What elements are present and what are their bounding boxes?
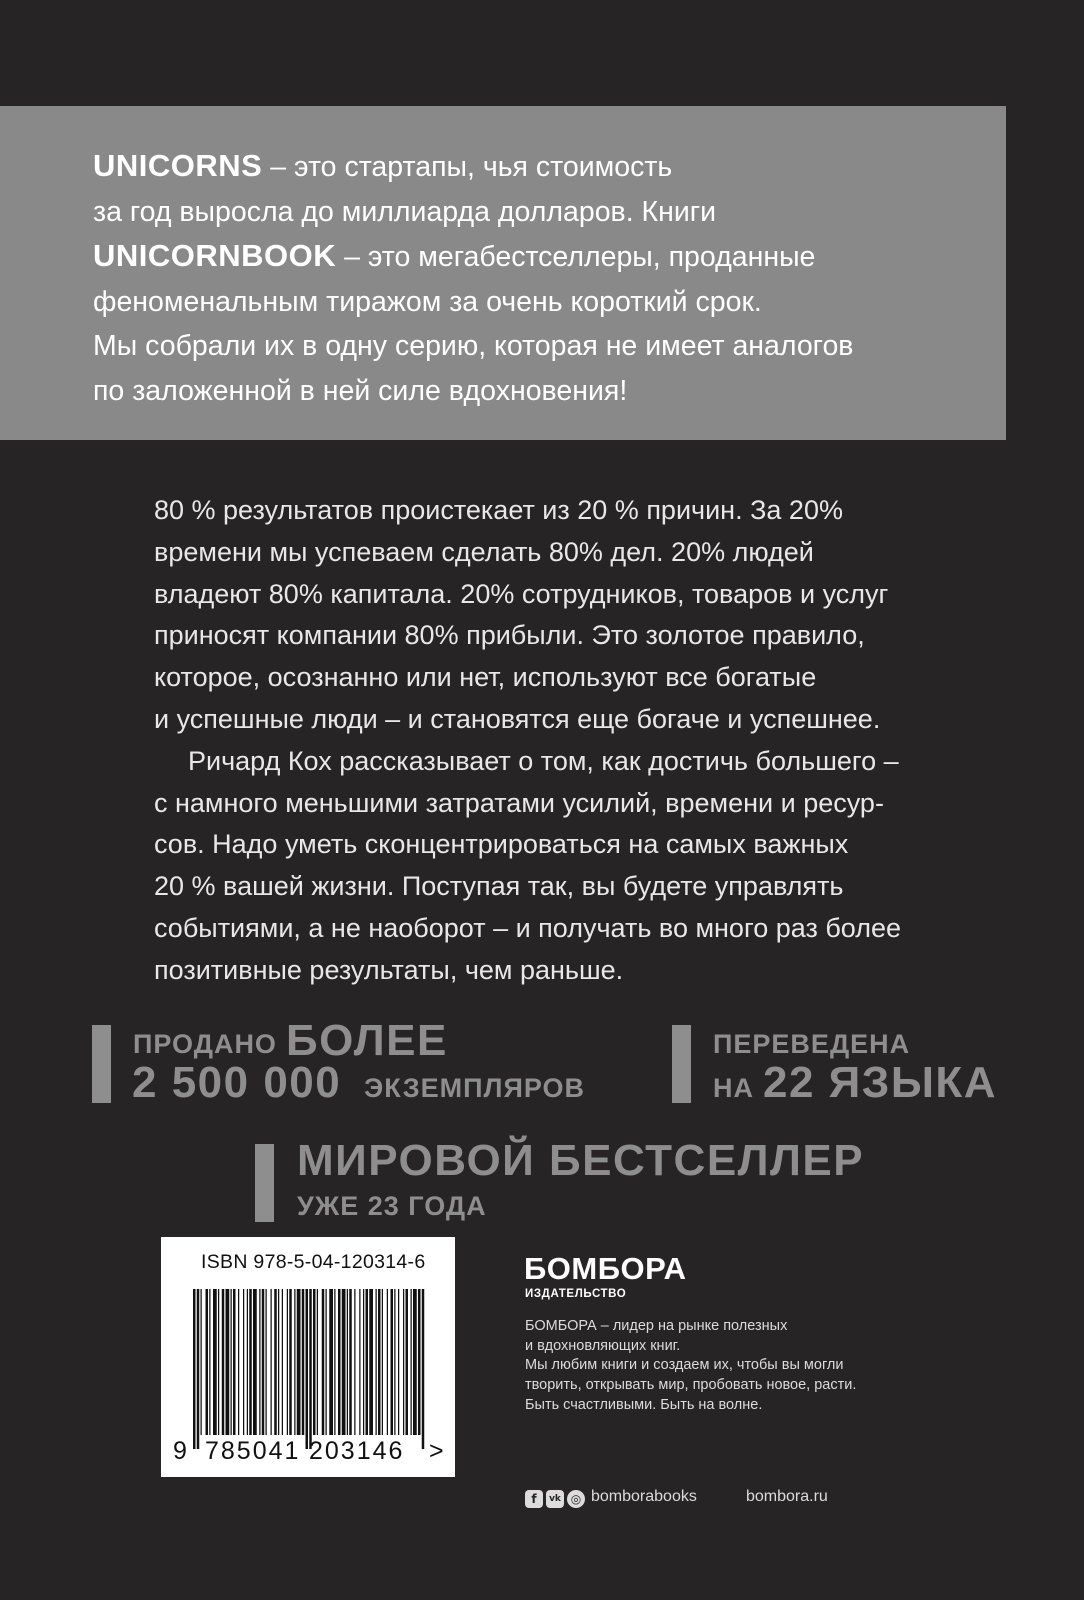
barcode-bar [302, 1289, 305, 1435]
barcode-bar [262, 1289, 265, 1435]
intro-line-1: UNICORNS – это стартапы, чья стоимость [93, 148, 673, 183]
barcode-bar [334, 1289, 335, 1435]
barcode-bar [218, 1289, 219, 1435]
barcode-digit-first: 9 [173, 1437, 187, 1465]
vk-icon[interactable]: vk [546, 1490, 564, 1508]
book-description [154, 490, 1004, 992]
barcode-bar [222, 1289, 225, 1435]
barcode-bar [387, 1289, 388, 1435]
barcode-bar [398, 1289, 399, 1435]
barcode-bar [247, 1289, 248, 1435]
barcode-bar [403, 1289, 404, 1435]
barcode-bar [233, 1289, 236, 1435]
barcode-bar [249, 1289, 252, 1435]
barcode-digits-right: 203146 [309, 1437, 405, 1465]
barcode-bar [378, 1289, 381, 1435]
desc-line: и успешные люди – и становятся еще богаче и успешнее. [154, 703, 881, 734]
barcode-bar [394, 1289, 395, 1435]
barcode-bar [363, 1289, 364, 1435]
barcode-bar [347, 1289, 348, 1435]
stat-translated [672, 1025, 1002, 1105]
barcode-bar [253, 1289, 257, 1435]
publisher-text-line: Быть счастливыми. Быть на волне. [525, 1396, 763, 1413]
barcode [161, 1237, 455, 1477]
barcode-bar [226, 1289, 230, 1435]
barcode-bar [282, 1289, 283, 1435]
publisher-text [525, 1317, 856, 1416]
accent-bar [255, 1144, 274, 1222]
barcode-bar [313, 1289, 316, 1435]
desc-line: 80 % результатов проистекает из 20 % причин. За 20% [154, 495, 843, 525]
barcode-bar [209, 1289, 210, 1435]
barcode-bar [206, 1289, 209, 1435]
publisher-text-line: творить, открывать мир, пробовать новое, расти. [525, 1377, 857, 1394]
stat-bestseller-years: УЖЕ 23 ГОДА [297, 1191, 487, 1221]
isbn-number: ISBN 978-5-04-120314-6 [201, 1251, 426, 1273]
barcode-bar [309, 1289, 312, 1449]
barcode-bars [193, 1289, 425, 1449]
barcode-bar [413, 1289, 417, 1435]
barcode-bar [297, 1289, 301, 1435]
barcode-bar [213, 1289, 217, 1435]
desc-line: сов. Надо уметь сконцентрироваться на самых важных [154, 829, 849, 860]
barcode-bar [366, 1289, 369, 1435]
barcode-bar [294, 1289, 295, 1435]
barcode-bar [418, 1289, 421, 1435]
intro-line-6: по заложенной в ней силе вдохновения! [93, 374, 628, 407]
barcode-bar [422, 1289, 425, 1449]
publisher-text-line: БОМБОРА – лидер на рынке полезных [525, 1318, 788, 1334]
barcode-bar [231, 1289, 232, 1435]
barcode-bar [349, 1289, 352, 1435]
social-handle[interactable]: bomborabooks [591, 1488, 697, 1505]
desc-line: событиями, а не наоборот – и получать во много раз более [154, 912, 902, 943]
barcode-bar [193, 1289, 196, 1449]
intro-line-5: Мы собрали их в одну серию, которая не имеет аналогов [93, 330, 854, 362]
desc-line: которое, осознанно или нет, используют все богатые [154, 662, 817, 693]
barcode-bar [411, 1289, 412, 1435]
barcode-bar [342, 1289, 346, 1435]
stat-sold [92, 1016, 612, 1107]
accent-bar [672, 1025, 691, 1103]
barcode-bar [329, 1289, 333, 1435]
desc-line: Ричард Кох рассказывает о том, как достичь большего – [188, 745, 899, 776]
desc-line: позитивные результаты, чем раньше. [154, 954, 624, 985]
barcode-bar [338, 1289, 341, 1435]
publisher-text-line: и вдохновляющих книг. [525, 1337, 681, 1354]
barcode-bar [306, 1289, 309, 1449]
barcode-bar [259, 1289, 260, 1435]
facebook-icon[interactable]: f [525, 1490, 543, 1508]
series-intro [93, 144, 993, 413]
barcode-bar [197, 1289, 200, 1449]
desc-line: приносят компании 80% прибыли. Это золотое правило, [154, 620, 865, 651]
desc-line: владеют 80% капитала. 20% сотрудников, товаров и услуг [154, 578, 889, 609]
stat-translated-languages: 22 ЯЗЫКА [763, 1058, 998, 1107]
barcode-bar [322, 1289, 325, 1435]
publisher-subtitle: ИЗДАТЕЛЬСТВО [525, 1288, 627, 1300]
barcode-bar [271, 1289, 272, 1435]
barcode-bar [201, 1289, 202, 1435]
stat-translated-label: ПЕРЕВЕДЕНА [713, 1029, 911, 1059]
barcode-bar [359, 1289, 360, 1435]
desc-line: времени мы успеваем сделать 80% дел. 20% людей [154, 536, 814, 567]
publisher-website[interactable]: bombora.ru [746, 1488, 828, 1505]
desc-line: 20 % вашей жизни. Поступая так, вы будете управлять [154, 871, 844, 902]
desc-line: с намного меньшими затратами усилий, времени и ресур- [154, 787, 884, 818]
accent-bar [92, 1025, 111, 1103]
barcode-arrow: > [429, 1437, 444, 1465]
barcode-bar [238, 1289, 239, 1435]
brand-unicornbook: UNICORNBOOK [93, 238, 337, 273]
barcode-bar [274, 1289, 277, 1435]
stat-sold-prefix: ПРОДАНО [133, 1029, 277, 1059]
publisher-text-line: Мы любим книги и создаем их, чтобы вы могли [525, 1357, 844, 1374]
instagram-icon[interactable]: ◎ [567, 1490, 585, 1508]
barcode-bar [326, 1289, 327, 1435]
intro-line-4: феноменальным тиражом за очень короткий срок. [93, 285, 762, 318]
barcode-bar [287, 1289, 288, 1435]
barcode-bar [376, 1289, 377, 1435]
stat-sold-more: БОЛЕЕ [286, 1016, 448, 1065]
barcode-bar [317, 1289, 318, 1435]
intro-line-2: за год выросла до миллиарда долларов. Книги [93, 195, 717, 228]
stat-sold-unit: ЭКЗЕМПЛЯРОВ [364, 1073, 586, 1103]
intro-line-3: UNICORNBOOK – это мегабестселлеры, проданные [93, 238, 816, 273]
brand-unicorns: UNICORNS [93, 148, 263, 183]
barcode-bar [289, 1289, 292, 1435]
barcode-bar [369, 1289, 373, 1435]
barcode-bar [243, 1289, 244, 1435]
publisher-logo: БОМБОРА [524, 1251, 687, 1286]
barcode-bar [391, 1289, 394, 1435]
stat-bestseller [255, 1136, 865, 1224]
barcode-bar [354, 1289, 355, 1435]
stat-translated-prefix: НА [713, 1073, 754, 1103]
barcode-bar [278, 1289, 279, 1435]
barcode-bar [266, 1289, 267, 1435]
barcode-digits-left: 785041 [205, 1437, 301, 1465]
stat-sold-number: 2 500 000 [132, 1058, 342, 1107]
social-icons [525, 1489, 585, 1509]
barcode-bar [382, 1289, 383, 1435]
barcode-bar [406, 1289, 409, 1435]
stat-bestseller-title: МИРОВОЙ БЕСТСЕЛЛЕР [297, 1136, 865, 1185]
